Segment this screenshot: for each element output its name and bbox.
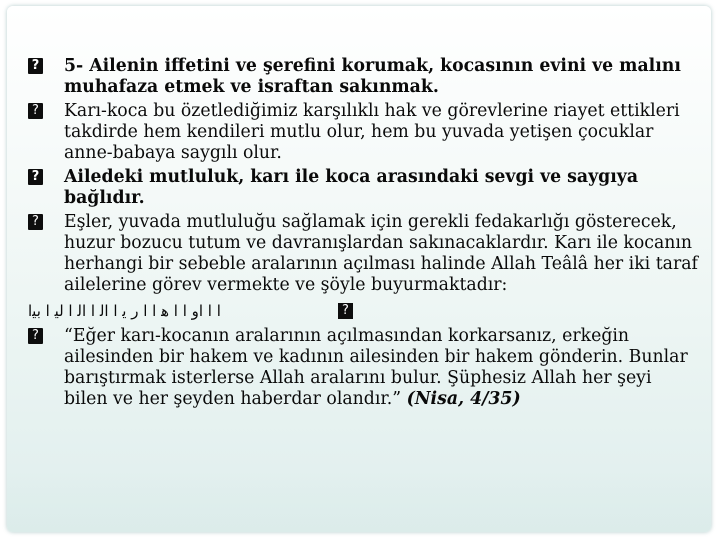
paragraph-text: Karı-koca bu özetlediğimiz karşılıklı hak ve görevlerine riayet ettikleri takdirde hem kendileri mutlu olur, hem bu yuvada yetişen çocuklar anne-babaya saygılı olur. [64, 101, 680, 163]
paragraph-quote [28, 326, 700, 410]
quote-citation: (Nisa, 4/35) [406, 389, 521, 409]
quote-text: “Eğer karı-kocanın aralarının açılmasından korkarsanız, erkeğin ailesinden bir hakem ve kadının ailesinden bir hakem gönderin. Bunlar barıştırmak isterlerse Allah aralarını bulur. Şüphesiz Allah her şeyi bilen ve her şeyden haberdar olandır.” [64, 326, 688, 409]
arabic-verse-line [28, 299, 700, 323]
paragraph-text: Ailedeki mutluluk, karı ile koca arasındaki sevgi ve saygıya bağlıdır. [64, 167, 639, 208]
paragraph-family-happiness [28, 167, 700, 209]
paragraph-text: Eşler, yuvada mutluluğu sağlamak için gerekli fedakarlığı gösterecek, huzur bozucu tutum ve davranışlardan sakınacaklardır. Karı ile kocanın herhangi bir sebeble aralarının açılması halinde Allah Teâlâ her iki taraf ailelerine görev vermekte ve şöyle buyurmaktadır: [64, 212, 698, 295]
slide-content [28, 56, 700, 413]
inline-bullet-icon: ? [338, 303, 353, 319]
bullet-icon: ? [28, 103, 43, 119]
bullet-icon: ? [28, 169, 43, 185]
bullet-icon: ? [28, 58, 43, 74]
paragraph-duty-5 [28, 56, 700, 98]
paragraph-text: 5- Ailenin iffetini ve şerefini korumak, kocasının evini ve malını muhafaza etmek ve israftan sakınmak. [64, 56, 681, 97]
paragraph-spouses-sacrifice [28, 212, 700, 296]
arabic-verse-text: ﺍ ﺍ ﺍﻭ ﺍ ﺍ ﻫ ﺍ ﺍ ﺭ ﻳ ﺍ ﺍﻟ ﺍ ﺍﻟ ﺍ ﻟﻴ ﺍ ﺑﻴﺍ [28, 302, 221, 320]
bullet-icon: ? [28, 214, 43, 230]
bullet-icon: ? [28, 328, 43, 344]
paragraph-mutual-rights [28, 101, 700, 164]
